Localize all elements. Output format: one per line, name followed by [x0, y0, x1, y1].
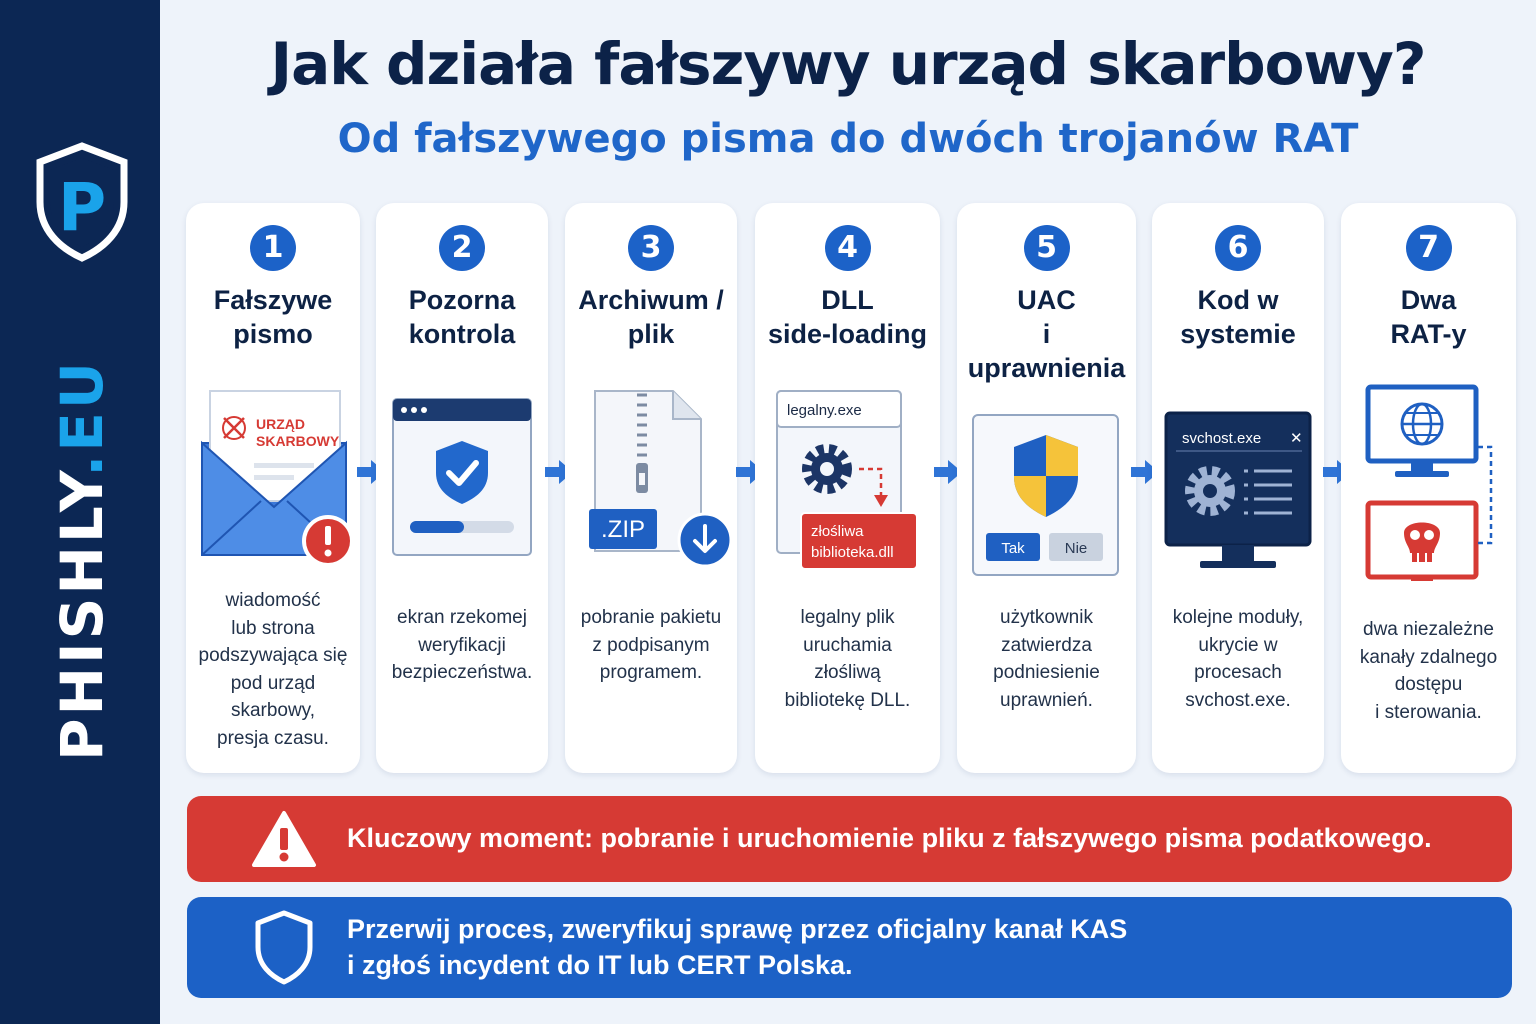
step-title [190, 283, 356, 351]
advice-text [347, 911, 1127, 983]
step-desc-line: podszywająca się [198, 645, 348, 666]
advice-text-line: Przerwij proces, zweryfikuj sprawę przez oficjalny kanał KAS [347, 914, 1128, 944]
uac-no-label: Nie [1064, 540, 1088, 557]
zip-archive-icon [565, 383, 737, 583]
step-desc-line: weryfikacji [418, 634, 506, 656]
step-desc-line: dostępu [1394, 674, 1463, 695]
step-number: 2 [439, 225, 485, 271]
step-desc-line: uprawnień. [1000, 689, 1093, 711]
step-desc-line: z podpisanym [592, 634, 710, 656]
step-desc-line: wiadomość [225, 590, 321, 611]
envelope-label-2: SKARBOWY [256, 433, 340, 449]
step-title-line: kontrola [408, 319, 516, 349]
step-number: 3 [628, 225, 674, 271]
zip-label: .ZIP [600, 516, 646, 543]
step-title-line: Archiwum / [578, 285, 724, 315]
close-icon: ✕ [1290, 429, 1303, 447]
page-title: Jak działa fałszywy urząd skarbowy? [270, 30, 1426, 98]
step-card-7 [1341, 203, 1516, 773]
step-title-line: systemie [1180, 319, 1296, 349]
step-desc-line: dwa niezależne [1363, 619, 1494, 640]
brand-wordmark [48, 359, 116, 761]
alert-badge-icon [302, 515, 354, 567]
step-desc-line: zatwierdza [1001, 634, 1092, 656]
step-title-line: Dwa [1400, 285, 1457, 315]
step-card-3 [565, 203, 737, 773]
brand-domain: .EU [48, 358, 116, 477]
step-title [759, 283, 936, 351]
page-subtitle: Od fałszywego pisma do dwóch trojanów RAT [337, 116, 1359, 162]
step-description [194, 587, 352, 752]
step-title-line: pismo [233, 319, 313, 349]
step-title-line: Kod w [1197, 285, 1279, 315]
step-card-4 [755, 203, 940, 773]
uac-dialog-icon [957, 383, 1136, 583]
step-number: 4 [825, 225, 871, 271]
svg-text:P: P [57, 169, 107, 246]
dll-sideloading-icon [755, 383, 940, 583]
envelope-letter-icon [186, 383, 360, 583]
step-description [1349, 616, 1508, 726]
system-monitor-gear-icon [1152, 383, 1324, 583]
warning-text [347, 820, 1432, 856]
step-description [763, 604, 932, 714]
step-title-line: i uprawnienia [967, 319, 1126, 383]
step-title-line: Pozorna [408, 285, 516, 315]
step-desc-line: procesach [1194, 662, 1282, 683]
envelope-label-1: URZĄD [256, 416, 305, 432]
step-desc-line: złośliwą [814, 662, 881, 683]
browser-shield-check-icon [376, 383, 548, 583]
step-desc-line: i sterowania. [1375, 701, 1482, 723]
step-description [965, 604, 1128, 714]
step-title [1345, 283, 1512, 351]
process-label: svchost.exe [1182, 430, 1262, 447]
sidebar [0, 0, 160, 1024]
step-title [961, 283, 1132, 385]
step-desc-line: kolejne moduły, [1172, 607, 1304, 628]
advice-text-line: i zgłoś incydent do IT lub CERT Polska. [347, 950, 853, 980]
download-icon [679, 514, 731, 566]
step-desc-line: lub strona [231, 617, 315, 639]
step-description [1160, 604, 1316, 714]
globe-monitor-icon [1368, 387, 1476, 477]
step-desc-line: bezpieczeństwa. [391, 662, 533, 683]
warning-banner [187, 796, 1512, 882]
advice-banner [187, 897, 1512, 998]
step-desc-line: bibliotekę DLL. [784, 689, 911, 711]
step-description [384, 604, 540, 687]
step-number: 6 [1215, 225, 1261, 271]
two-rat-monitors-icon [1341, 383, 1516, 583]
shield-outline-icon [253, 909, 315, 985]
step-desc-line: ekran rzekomej [397, 607, 527, 628]
step-desc-line: kanały zdalnego [1359, 646, 1498, 668]
step-desc-line: pod urząd [230, 672, 316, 694]
warning-triangle-icon [251, 810, 317, 868]
brand-name: PHISHLY [48, 476, 116, 762]
step-title [380, 283, 544, 351]
step-card-1 [186, 203, 360, 773]
dll-label-2: biblioteka.dll [811, 544, 894, 561]
step-card-5 [957, 203, 1136, 773]
step-title-line: UAC [1017, 285, 1076, 315]
step-desc-line: pobranie pakietu [580, 607, 722, 628]
dll-label-1: złośliwa [811, 523, 864, 540]
step-number: 1 [250, 225, 296, 271]
step-desc-line: legalny plik [800, 607, 895, 628]
step-desc-line: podniesienie [993, 662, 1100, 683]
uac-yes-label: Tak [1001, 540, 1025, 557]
warning-text-line: Kluczowy moment: pobranie i uruchomienie pliku z fałszywego pisma podatkowego. [347, 823, 1432, 853]
step-desc-line: skarbowy, [230, 700, 316, 721]
step-number: 7 [1406, 225, 1452, 271]
step-title-line: plik [627, 319, 675, 349]
step-title [1156, 283, 1320, 351]
exe-label: legalny.exe [787, 402, 862, 419]
step-card-6 [1152, 203, 1324, 773]
step-desc-line: presja czasu. [217, 727, 329, 749]
step-card-2 [376, 203, 548, 773]
step-title-line: DLL [821, 285, 874, 315]
step-number: 5 [1024, 225, 1070, 271]
step-desc-line: ukrycie w [1198, 634, 1278, 656]
step-title [569, 283, 733, 351]
step-desc-line: uruchamia [803, 634, 892, 656]
skull-monitor-icon [1368, 503, 1476, 581]
step-title-line: Fałszywe [213, 285, 333, 315]
step-desc-line: programem. [599, 662, 703, 683]
step-desc-line: svchost.exe. [1185, 689, 1291, 711]
step-description [573, 604, 729, 687]
phishly-shield-logo-icon [34, 142, 130, 262]
step-title-line: side-loading [767, 319, 927, 349]
step-title-line: RAT-y [1390, 319, 1467, 349]
step-desc-line: użytkownik [1000, 607, 1093, 628]
